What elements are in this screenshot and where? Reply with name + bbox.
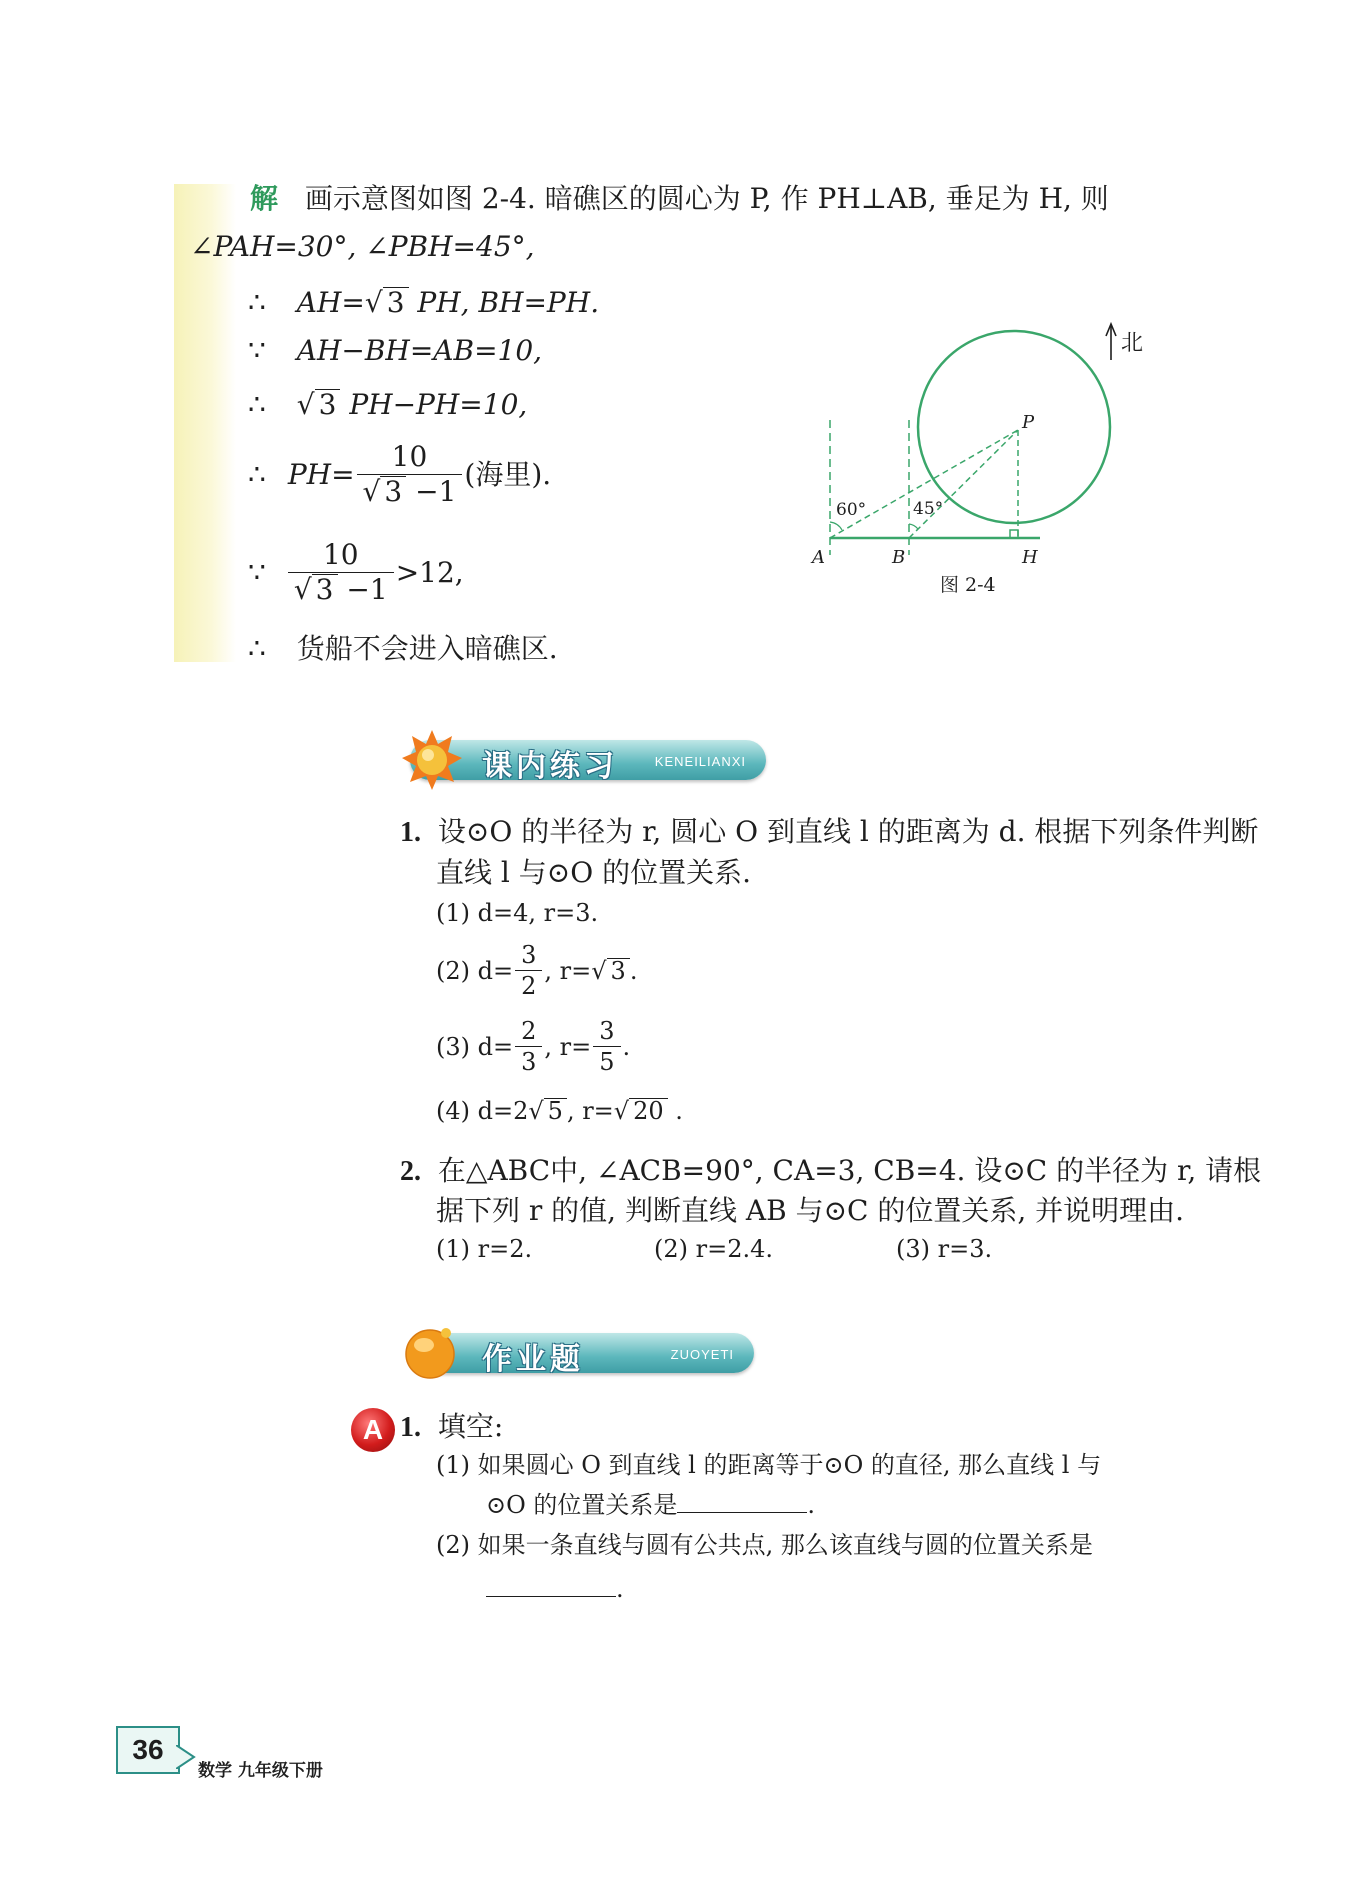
practice-q1-part1: (1) d=4, r=3.: [436, 899, 599, 927]
angle-arc-a: [830, 522, 842, 530]
page-tab-arrow-icon: [176, 1745, 198, 1769]
label-h: H: [1022, 547, 1038, 568]
answer-blank[interactable]: [677, 1490, 807, 1513]
solution-line-2: ∠PAH=30°, ∠PBH=45°,: [190, 230, 535, 263]
step-3: ∴ √ 3 PH−PH=10,: [248, 388, 528, 421]
label-b: B: [892, 547, 906, 568]
solution-line-1: 解 画示意图如图 2-4. 暗礁区的圆心为 P, 作 PH⊥AB, 垂足为 H, 则: [250, 182, 1109, 215]
reef-circle: [918, 331, 1110, 523]
orange-ball-icon: [400, 1323, 460, 1383]
answer-blank[interactable]: [486, 1574, 616, 1597]
north-label: 北: [1121, 331, 1144, 356]
step-5: ∵ $\frac{10}{√ 3 -1}$ >12,: [248, 538, 464, 606]
solution-label: 解: [250, 182, 279, 215]
step-1: ∴ AH=√ 3 PH, BH=PH.: [248, 286, 600, 319]
step-4: ∴ PH= $\frac{10}{√ 3 -1}$ (海里).: [248, 440, 552, 508]
sqrt-3: √ 3: [297, 388, 341, 422]
level-a-badge: A: [351, 1408, 395, 1452]
practice-q2-part2: (2) r=2.4.: [654, 1235, 774, 1263]
angle-label-45: 45°: [913, 499, 944, 519]
practice-q2-part3: (3) r=3.: [896, 1235, 993, 1263]
homework-banner: [410, 1333, 754, 1377]
fraction: $\frac{10}{√ 3 -1}$: [288, 538, 394, 607]
practice-banner-sub: KENEILIANXI: [654, 754, 746, 769]
homework-q1-part2-line2: .: [486, 1574, 624, 1604]
label-a: A: [812, 547, 825, 568]
practice-q2-line1: 2. 在△ABC中, ∠ACB=90°, CA=3, CB=4. 设⊙C 的半径为 r, 请根: [400, 1154, 1262, 1187]
practice-q1-part2: (2) d= $\frac{3}{2}$ , r= √ 3 .: [436, 941, 638, 1000]
homework-banner-title: 作业题: [482, 1342, 584, 1377]
step-6: ∴ 货船不会进入暗礁区.: [248, 632, 558, 665]
practice-q1-line1: 1. 设⊙O 的半径为 r, 圆心 O 到直线 l 的距离为 d. 根据下列条件判断: [400, 815, 1259, 848]
angle-arc-b: [909, 524, 918, 529]
page-number: 36: [116, 1726, 180, 1774]
practice-q1-part4: (4) d=2√ 5 , r=√ 20 .: [436, 1097, 683, 1125]
homework-q1-part1-line1: (1) 如果圆心 O 到直线 l 的距离等于⊙O 的直径, 那么直线 l 与: [436, 1451, 1102, 1479]
fraction: $\frac{10}{√ 3 -1}$: [357, 440, 463, 509]
label-p: P: [1022, 412, 1035, 433]
practice-q2-line2: 据下列 r 的值, 判断直线 AB 与⊙C 的位置关系, 并说明理由.: [436, 1194, 1185, 1227]
sqrt-3: √ 3: [365, 286, 409, 320]
figure-caption: 图 2-4: [940, 574, 996, 596]
angle-label-60: 60°: [836, 500, 867, 520]
practice-banner-title: 课内练习: [482, 749, 618, 784]
homework-banner-sub: ZUOYETI: [670, 1347, 734, 1362]
practice-q1-line2: 直线 l 与⊙O 的位置关系.: [436, 856, 751, 889]
homework-q1-part2-line1: (2) 如果一条直线与圆有公共点, 那么该直线与圆的位置关系是: [436, 1531, 1093, 1559]
step-2: ∵ AH−BH=AB=10,: [248, 334, 543, 367]
book-title: 数学 九年级下册: [198, 1761, 323, 1781]
segment-pa: [830, 430, 1018, 538]
homework-q1-title: 1. 填空:: [400, 1410, 504, 1443]
practice-q1-part3: (3) d= $\frac{2}{3}$ , r= $\frac{3}{5}$ .: [436, 1017, 631, 1076]
practice-q2-part1: (1) r=2.: [436, 1235, 533, 1263]
homework-q1-part1-line2: ⊙O 的位置关系是 .: [486, 1491, 816, 1519]
figure-2-4: [800, 310, 1160, 600]
sun-icon: [400, 728, 464, 792]
